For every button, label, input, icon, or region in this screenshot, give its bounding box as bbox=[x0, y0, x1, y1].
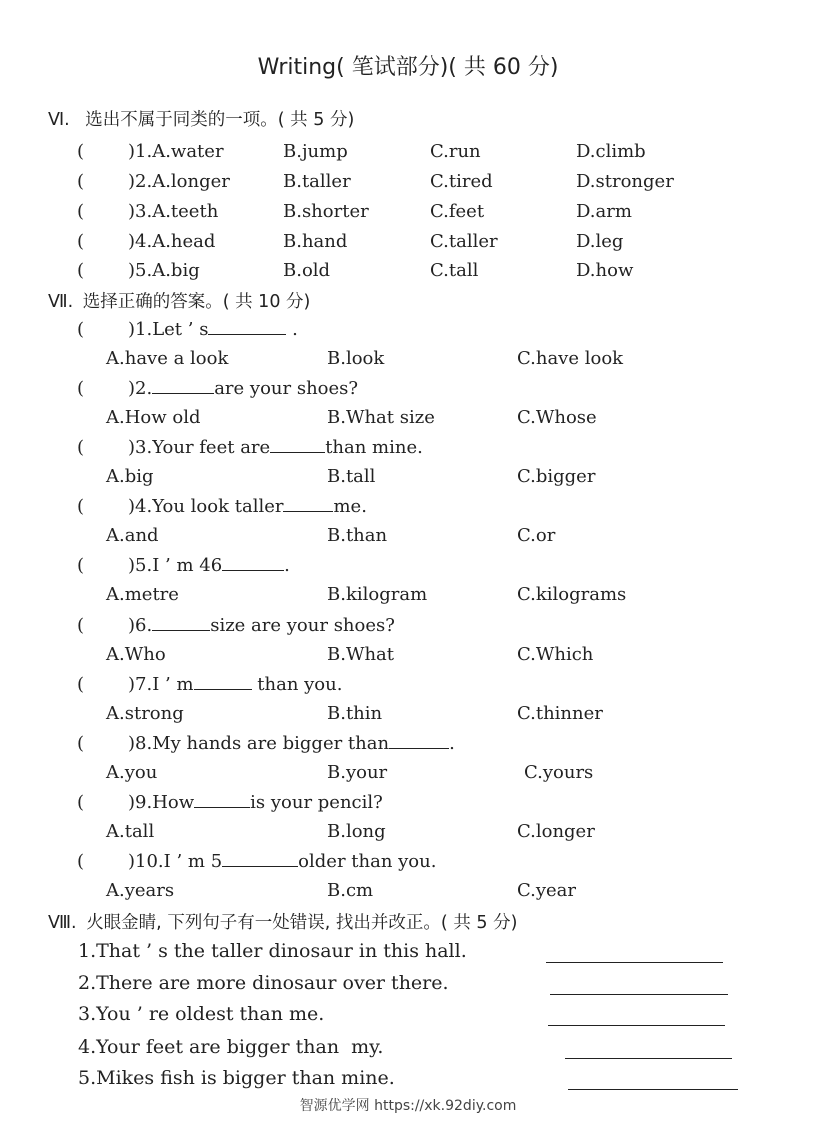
question-text bbox=[128, 496, 367, 517]
question-row bbox=[0, 615, 816, 641]
answer-bracket[interactable]: ( bbox=[77, 674, 85, 695]
options-row bbox=[0, 821, 816, 847]
options-row bbox=[0, 703, 816, 729]
answer-bracket[interactable]: ( bbox=[77, 851, 85, 872]
sentence-text: 4.Your feet are bigger than my. bbox=[78, 1036, 384, 1058]
option-b: B.tall bbox=[327, 466, 376, 487]
section-7-title: 选择正确的答案。( 共 10 分) bbox=[82, 292, 311, 312]
answer-bracket[interactable]: ( bbox=[77, 496, 85, 517]
question-stem: )5.I ’ m 46 bbox=[128, 555, 223, 576]
answer-bracket[interactable]: ( bbox=[77, 437, 85, 458]
fill-blank[interactable] bbox=[283, 497, 333, 512]
options-row bbox=[0, 762, 816, 788]
question-tail: are your shoes? bbox=[214, 378, 359, 399]
question-tail: than you. bbox=[251, 674, 343, 695]
question-tail: is your pencil? bbox=[250, 792, 383, 813]
question-tail: size are your shoes? bbox=[210, 615, 395, 636]
fill-blank[interactable] bbox=[152, 379, 214, 394]
option-a: )1.A.water bbox=[128, 141, 224, 162]
sentence-text: 2.There are more dinosaur over there. bbox=[78, 972, 449, 994]
option-c: C.tired bbox=[430, 171, 493, 192]
question-row bbox=[0, 851, 816, 877]
option-b: B.jump bbox=[283, 141, 348, 162]
fill-blank[interactable] bbox=[194, 793, 250, 808]
option-a: A.How old bbox=[106, 407, 201, 428]
option-a: A.strong bbox=[106, 703, 184, 724]
options-row bbox=[0, 466, 816, 492]
option-b: B.old bbox=[283, 260, 331, 281]
option-a: A.big bbox=[106, 466, 154, 487]
question-text bbox=[128, 319, 298, 340]
option-c: C.kilograms bbox=[517, 584, 627, 605]
option-a: A.you bbox=[106, 762, 158, 783]
option-b: B.kilogram bbox=[327, 584, 428, 605]
answer-bracket[interactable]: ( bbox=[77, 141, 85, 162]
option-c: C.run bbox=[430, 141, 481, 162]
option-b: B.taller bbox=[283, 171, 351, 192]
question-tail: . bbox=[286, 319, 298, 340]
question-stem: )8.My hands are bigger than bbox=[128, 733, 390, 754]
answer-line[interactable] bbox=[565, 1058, 732, 1059]
question-text bbox=[128, 792, 383, 813]
option-a: )5.A.big bbox=[128, 260, 200, 281]
option-c: C.year bbox=[517, 880, 577, 901]
option-c: C.yours bbox=[524, 762, 594, 783]
question-text bbox=[128, 733, 455, 754]
page-title: Writing( 笔试部分)( 共 60 分) bbox=[257, 55, 559, 80]
option-d: D.arm bbox=[576, 201, 632, 222]
option-a: A.years bbox=[106, 880, 175, 901]
question-text bbox=[128, 851, 436, 872]
correction-row bbox=[0, 972, 816, 998]
question-row bbox=[0, 260, 816, 286]
answer-bracket[interactable]: ( bbox=[77, 319, 85, 340]
option-b: B.than bbox=[327, 525, 388, 546]
option-c: C.Whose bbox=[517, 407, 597, 428]
answer-line[interactable] bbox=[546, 962, 723, 963]
question-text bbox=[128, 378, 358, 399]
correction-row bbox=[0, 1003, 816, 1029]
answer-bracket[interactable]: ( bbox=[77, 171, 85, 192]
section-6-number: Ⅵ. bbox=[48, 110, 70, 130]
option-c: C.taller bbox=[430, 231, 498, 252]
options-row bbox=[0, 348, 816, 374]
question-row bbox=[0, 496, 816, 522]
question-stem: )9.How bbox=[128, 792, 195, 813]
option-d: D.leg bbox=[576, 231, 624, 252]
option-b: B.What bbox=[327, 644, 395, 665]
question-row bbox=[0, 378, 816, 404]
question-stem: )3.Your feet are bbox=[128, 437, 271, 458]
answer-bracket[interactable]: ( bbox=[77, 378, 85, 399]
option-b: B.look bbox=[327, 348, 385, 369]
question-tail: me. bbox=[333, 496, 367, 517]
sentence-text: 1.That ’ s the taller dinosaur in this hall. bbox=[78, 940, 467, 962]
sentence-text: 5.Mikes fish is bigger than mine. bbox=[78, 1067, 395, 1089]
question-tail: . bbox=[449, 733, 455, 754]
section-6-title: 选出不属于同类的一项。( 共 5 分) bbox=[85, 110, 355, 130]
option-a: A.metre bbox=[106, 584, 179, 605]
question-stem: )1.Let ’ s bbox=[128, 319, 209, 340]
correction-row bbox=[0, 1067, 816, 1093]
question-tail: than mine. bbox=[325, 437, 423, 458]
question-row bbox=[0, 231, 816, 257]
question-tail: . bbox=[284, 555, 290, 576]
option-b: B.What size bbox=[327, 407, 435, 428]
answer-bracket[interactable]: ( bbox=[77, 555, 85, 576]
option-c: C.Which bbox=[517, 644, 594, 665]
question-row bbox=[0, 674, 816, 700]
option-b: B.cm bbox=[327, 880, 374, 901]
fill-blank[interactable] bbox=[222, 556, 284, 571]
sentence-text: 3.You ’ re oldest than me. bbox=[78, 1003, 325, 1025]
option-c: C.longer bbox=[517, 821, 595, 842]
option-d: D.climb bbox=[576, 141, 646, 162]
question-row bbox=[0, 437, 816, 463]
section-8-heading bbox=[48, 909, 517, 934]
option-b: B.shorter bbox=[283, 201, 369, 222]
option-a: A.have a look bbox=[106, 348, 229, 369]
correction-row bbox=[0, 1036, 816, 1062]
fill-blank[interactable] bbox=[194, 675, 252, 690]
answer-line[interactable] bbox=[568, 1089, 738, 1090]
option-c: C.have look bbox=[517, 348, 624, 369]
options-row bbox=[0, 644, 816, 670]
answer-bracket[interactable]: ( bbox=[77, 615, 85, 636]
option-c: C.bigger bbox=[517, 466, 596, 487]
question-stem: )7.I ’ m bbox=[128, 674, 194, 695]
section-7-heading bbox=[48, 288, 310, 313]
options-row bbox=[0, 407, 816, 433]
fill-blank[interactable] bbox=[222, 852, 298, 867]
section-8-title: 火眼金睛, 下列句子有一处错误, 找出并改正。( 共 5 分) bbox=[86, 913, 518, 933]
option-d: D.stronger bbox=[576, 171, 674, 192]
option-a: )2.A.longer bbox=[128, 171, 230, 192]
question-tail: older than you. bbox=[298, 851, 437, 872]
option-c: C.feet bbox=[430, 201, 485, 222]
option-a: A.tall bbox=[106, 821, 155, 842]
section-6-heading bbox=[48, 106, 354, 131]
question-stem: )10.I ’ m 5 bbox=[128, 851, 223, 872]
section-8-number: Ⅷ. bbox=[48, 913, 77, 933]
option-c: C.thinner bbox=[517, 703, 603, 724]
option-b: B.hand bbox=[283, 231, 348, 252]
question-text bbox=[128, 615, 395, 636]
option-a: )3.A.teeth bbox=[128, 201, 219, 222]
option-a: A.Who bbox=[106, 644, 166, 665]
option-c: C.tall bbox=[430, 260, 479, 281]
answer-bracket[interactable]: ( bbox=[77, 792, 85, 813]
option-c: C.or bbox=[517, 525, 556, 546]
options-row bbox=[0, 880, 816, 906]
footer-watermark: 智源优学网 https://xk.92diy.com bbox=[299, 1098, 517, 1114]
question-row bbox=[0, 319, 816, 345]
question-text bbox=[128, 555, 290, 576]
answer-line[interactable] bbox=[550, 994, 728, 995]
answer-line[interactable] bbox=[548, 1025, 725, 1026]
correction-row bbox=[0, 940, 816, 966]
question-row bbox=[0, 555, 816, 581]
options-row bbox=[0, 584, 816, 610]
option-b: B.thin bbox=[327, 703, 383, 724]
option-d: D.how bbox=[576, 260, 634, 281]
question-row bbox=[0, 733, 816, 759]
answer-bracket[interactable]: ( bbox=[77, 260, 85, 281]
question-text bbox=[128, 674, 342, 695]
fill-blank[interactable] bbox=[389, 734, 449, 749]
answer-bracket[interactable]: ( bbox=[77, 231, 85, 252]
question-text bbox=[128, 437, 423, 458]
answer-bracket[interactable]: ( bbox=[77, 733, 85, 754]
question-row bbox=[0, 792, 816, 818]
question-stem: )6. bbox=[128, 615, 153, 636]
fill-blank[interactable] bbox=[208, 320, 286, 335]
question-stem: )4.You look taller bbox=[128, 496, 284, 517]
options-row bbox=[0, 525, 816, 551]
question-stem: )2. bbox=[128, 378, 153, 399]
option-b: B.long bbox=[327, 821, 386, 842]
answer-bracket[interactable]: ( bbox=[77, 201, 85, 222]
option-b: B.your bbox=[327, 762, 388, 783]
fill-blank[interactable] bbox=[152, 616, 210, 631]
section-7-number: Ⅶ. bbox=[48, 292, 74, 312]
question-row bbox=[0, 141, 816, 167]
option-a: A.and bbox=[106, 525, 159, 546]
question-row bbox=[0, 201, 816, 227]
fill-blank[interactable] bbox=[270, 438, 325, 453]
option-a: )4.A.head bbox=[128, 231, 216, 252]
question-row bbox=[0, 171, 816, 197]
